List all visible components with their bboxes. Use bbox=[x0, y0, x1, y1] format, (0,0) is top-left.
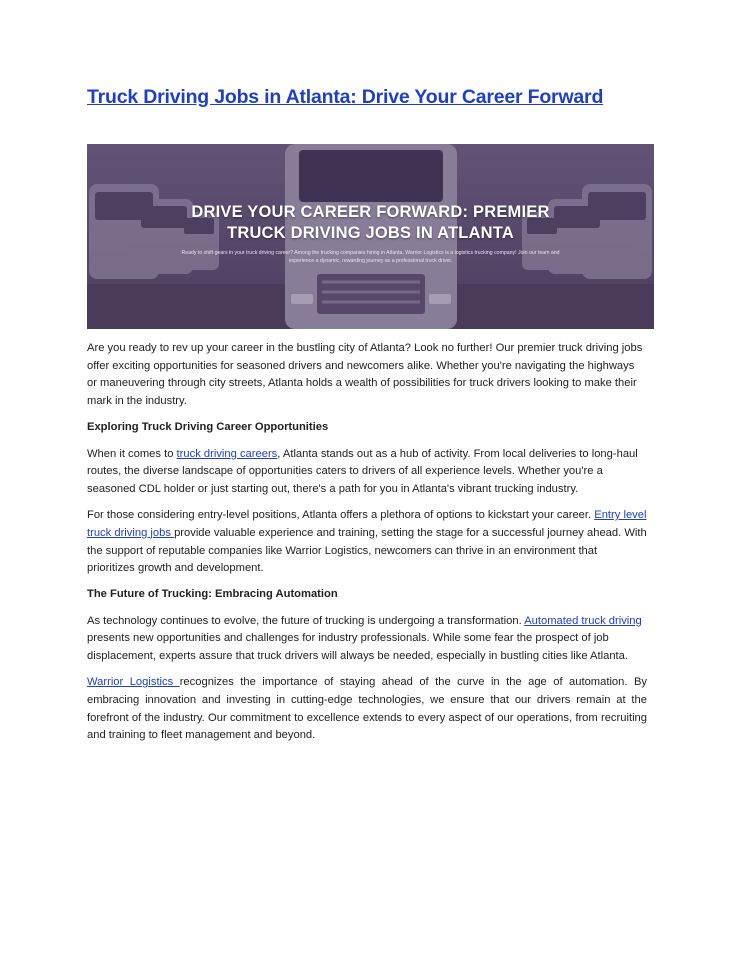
paragraph-text: provide valuable experience and training, setting the stage for a successful journey ahead. With the support of reputable companies like Warrior Logistics, newcomers can thrive in an environment that prioritizes growth and development. bbox=[87, 526, 647, 575]
banner-headline-line: TRUCK DRIVING JOBS IN ATLANTA bbox=[227, 224, 514, 242]
truck-driving-careers-link[interactable]: truck driving careers bbox=[176, 447, 278, 460]
paragraph bbox=[87, 674, 647, 745]
intro-paragraph: Are you ready to rev up your career in the bustling city of Atlanta? Look no further! Our premier truck driving jobs offer exciting opportunities for seasoned drivers and newcomers alike. Whether you're navigating the highways or maneuvering through city streets, Atlanta holds a wealth of possibilities for truck drivers looking to make their mark in the industry. bbox=[87, 342, 643, 408]
paragraph-text: , Atlanta stands out as a hub of activity. From local deliveries to long-haul routes, the diverse landscape of opportunities caters to drivers of all experience levels. Whether you're a seasoned CDL holder or just starting out, there's a path for you in Atlanta's vibrant trucking industry. bbox=[87, 447, 638, 495]
warrior-logistics-link[interactable]: Warrior Logistics bbox=[87, 676, 180, 689]
paragraph bbox=[87, 446, 647, 499]
section-heading: Exploring Truck Driving Career Opportunities bbox=[87, 421, 329, 434]
page-title[interactable]: Truck Driving Jobs in Atlanta: Drive Your Career Forward bbox=[87, 86, 604, 108]
article-body bbox=[87, 340, 647, 754]
automated-truck-driving-link[interactable]: Automated truck driving bbox=[524, 614, 642, 627]
banner-headline bbox=[87, 202, 654, 244]
paragraph-text: presents new opportunities and challenges for industry professionals. While some fear the prospect of job displacement, experts assure that truck drivers will always be needed, especially in bustling cities like Atlanta. bbox=[87, 632, 628, 663]
entry-level-jobs-link[interactable]: Entry level truck driving jobs bbox=[87, 509, 647, 539]
banner-headline-line: DRIVE YOUR CAREER FORWARD: PREMIER bbox=[191, 203, 550, 221]
paragraph-text: When it comes to bbox=[87, 447, 177, 460]
paragraph bbox=[87, 613, 647, 666]
paragraph bbox=[87, 507, 647, 578]
section-heading: The Future of Trucking: Embracing Automation bbox=[87, 588, 338, 601]
paragraph-text: For those considering entry-level positions, Atlanta offers a plethora of options to kickstart your career. bbox=[87, 509, 595, 522]
paragraph-text: As technology continues to evolve, the future of trucking is undergoing a transformation. bbox=[87, 614, 525, 627]
hero-banner-image bbox=[87, 144, 654, 329]
banner-text-overlay bbox=[87, 202, 654, 265]
paragraph-text: recognizes the importance of staying ahead of the curve in the age of automation. By embracing innovation and investing in cutting-edge technologies, we ensure that our drivers remain at the forefront of the industry. Our commitment to excellence extends to every aspect of our operations, from recruiting and training to fleet management and beyond. bbox=[87, 676, 647, 742]
banner-subtext: Ready to shift gears in your truck driving career? Among the trucking companies hiring in Atlanta, Warrior Logistics is a logistics trucking company! Join our team and experience a dynamic, rewarding journey as a professional truck driver. bbox=[181, 250, 560, 264]
